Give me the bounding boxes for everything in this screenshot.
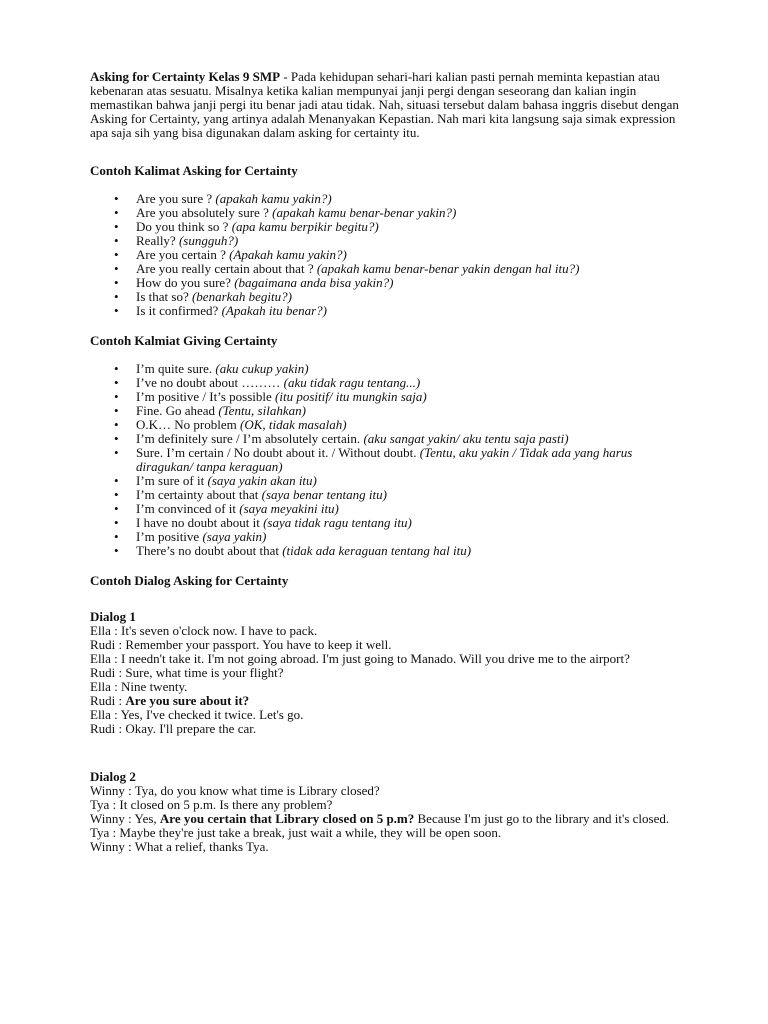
list-item: • Do you think so ? (apa kamu berpikir begitu?) [90,220,690,234]
list-item: • Are you certain ? (Apakah kamu yakin?) [90,248,690,262]
list-item: • I’m positive (saya yakin) [90,530,690,544]
list-item: • Is that so? (benarkah begitu?) [90,290,690,304]
dialog-line: Winny : Tya, do you know what time is Library closed? [90,783,380,798]
intro-text: - Pada kehidupan sehari-hari kalian pasti pernah meminta kepastian atau kebenaran atas sesuatu. Misalnya ketika kalian mempunyai janji pergi dengan seseorang dan kalian ingin memastikan bahwa janji pergi itu benar jadi atau tidak. Nah, situasi tersebut dalam bahasa inggris disebut dengan Asking for Certainty, yang artinya adalah Menanyakan Kepastian. Nah mari kita langsung saja simak expression apa saja sih yang bisa digunakan dalam asking for certainty itu. [90,69,679,140]
dialog-line: Rudi : Remember your passport. You have to keep it well. [90,637,392,652]
list-item: • Are you absolutely sure ? (apakah kamu benar-benar yakin?) [90,206,690,220]
dialog-line: Rudi : Sure, what time is your flight? [90,665,284,680]
list-item: • Sure. I’m certain / No doubt about it. / Without doubt. (Tentu, aku yakin / Tidak ada yang harus diragukan/ tanpa keraguan) [90,446,690,474]
intro-paragraph [90,70,690,140]
document-page [90,70,690,854]
dialog-line: Tya : Maybe they're just take a break, just wait a while, they will be open soon. [90,825,502,840]
list-item: • Fine. Go ahead (Tentu, silahkan) [90,404,690,418]
list-item: • Is it confirmed? (Apakah itu benar?) [90,304,690,318]
dialog-line: Winny : Yes, Are you certain that Library closed on 5 p.m? Because I'm just go to the library and it's closed. [90,811,670,826]
list-item: • O.K… No problem (OK, tidak masalah) [90,418,690,432]
intro-lead: Asking for Certainty Kelas 9 SMP [90,69,281,84]
list-item: • I’m certainty about that (saya benar tentang itu) [90,488,690,502]
list-item: • I’m convinced of it (saya meyakini itu) [90,502,690,516]
dialog2-title: Dialog 2 [90,769,136,784]
asking-list [90,192,690,318]
giving-list [90,362,690,558]
dialog-line: Ella : Nine twenty. [90,679,188,694]
dialog-line: Rudi : Okay. I'll prepare the car. [90,721,257,736]
dialog-line: Winny : What a relief, thanks Tya. [90,839,269,854]
list-item: • I’m positive / It’s possible (itu positif/ itu mungkin saja) [90,390,690,404]
dialog-line: Ella : It's seven o'clock now. I have to pack. [90,623,318,638]
list-item: • I’m definitely sure / I’m absolutely certain. (aku sangat yakin/ aku tentu saja pasti) [90,432,690,446]
list-item: • Are you really certain about that ? (apakah kamu benar-benar yakin dengan hal itu?) [90,262,690,276]
dialog-line: Ella : I needn't take it. I'm not going abroad. I'm just going to Manado. Will you drive me to the airport? [90,651,630,666]
list-item: • I’m quite sure. (aku cukup yakin) [90,362,690,376]
list-item: • Are you sure ? (apakah kamu yakin?) [90,192,690,206]
dialog-heading: Contoh Dialog Asking for Certainty [90,573,289,588]
list-item: • I’ve no doubt about ……… (aku tidak ragu tentang...) [90,376,690,390]
dialog-line: Ella : Yes, I've checked it twice. Let's go. [90,707,304,722]
dialog1-title: Dialog 1 [90,609,136,624]
list-item: • Really? (sungguh?) [90,234,690,248]
giving-heading: Contoh Kalmiat Giving Certainty [90,333,278,348]
list-item: • I’m sure of it (saya yakin akan itu) [90,474,690,488]
dialog-line: Tya : It closed on 5 p.m. Is there any problem? [90,797,333,812]
list-item: • How do you sure? (bagaimana anda bisa yakin?) [90,276,690,290]
dialog-line: Rudi : Are you sure about it? [90,693,250,708]
list-item: • I have no doubt about it (saya tidak ragu tentang itu) [90,516,690,530]
list-item: • There’s no doubt about that (tidak ada keraguan tentang hal itu) [90,544,690,558]
asking-heading: Contoh Kalimat Asking for Certainty [90,163,298,178]
